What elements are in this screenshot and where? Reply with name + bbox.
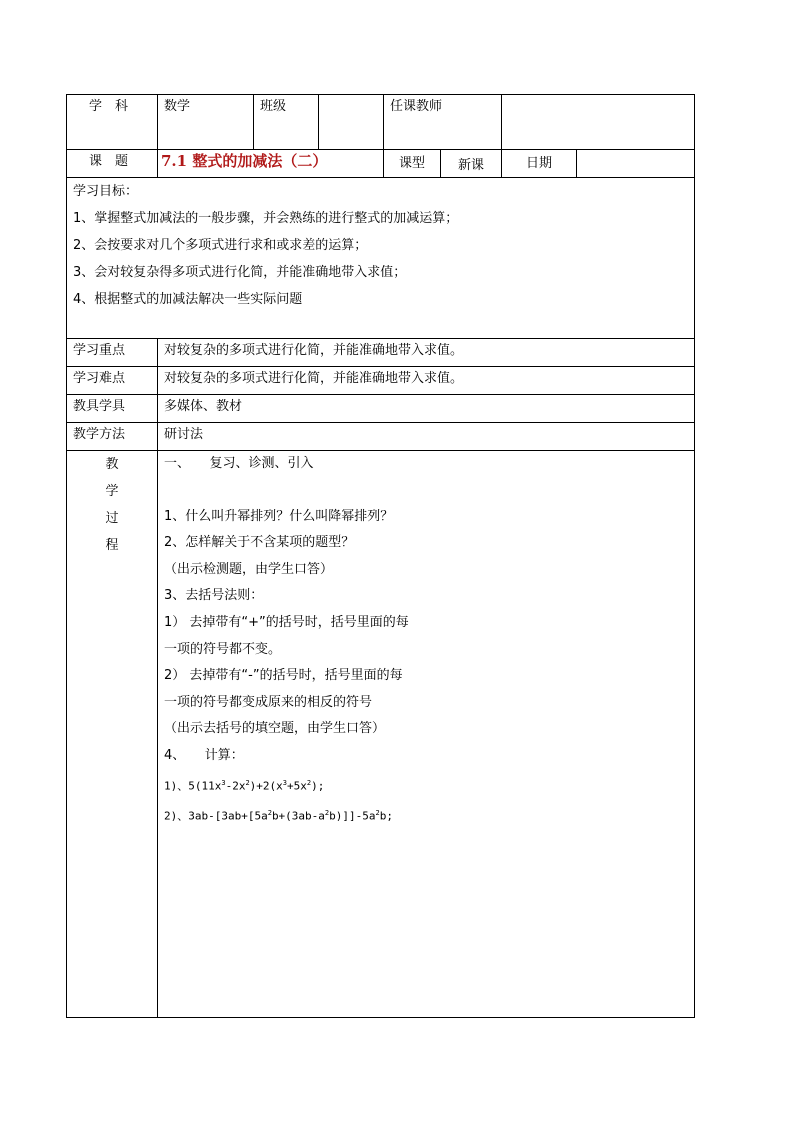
subject-value: 数学 xyxy=(158,95,254,150)
exercise-2: 2)、$3ab-[3ab+[5a^2b+(3ab-a^2b)]]-5a^2b$; xyxy=(164,808,393,823)
method-label: 教学方法 xyxy=(67,423,158,451)
process-label-char: 过 xyxy=(105,511,119,526)
goal-item: 3、会对较复杂得多项式进行化简，并能准确地带入求值； xyxy=(73,265,407,280)
key-point-value: 对较复杂的多项式进行化简，并能准确地带入求值。 xyxy=(158,339,695,367)
class-value xyxy=(319,95,384,150)
process-label-char: 程 xyxy=(105,538,119,553)
difficulty-row xyxy=(67,367,695,395)
goals-heading: 学习目标： xyxy=(73,184,139,199)
process-line: 4、 计算： xyxy=(164,747,244,763)
topic-label: 课 题 xyxy=(67,150,158,178)
teacher-label: 任课教师 xyxy=(384,95,502,150)
teacher-value xyxy=(502,95,695,150)
exercise-1: 1)、$5(11x^3-2x^2)+2(x^3+5x^2)$; xyxy=(164,778,325,793)
class-label: 班级 xyxy=(254,95,319,150)
goal-item: 1、掌握整式加减法的一般步骤，并会熟练的进行整式的加减运算； xyxy=(73,211,459,226)
type-label: 课型 xyxy=(384,150,441,177)
process-line: 1、什么叫升幂排列？什么叫降幂排列？ xyxy=(164,508,394,524)
topic-cell xyxy=(158,150,384,178)
process-body xyxy=(158,451,695,1018)
process-label xyxy=(67,451,158,1018)
goals-row xyxy=(67,178,695,339)
tools-row xyxy=(67,395,695,423)
topic-row xyxy=(67,150,695,178)
process-line: （出示检测题，由学生口答） xyxy=(164,561,334,577)
type-date-cell xyxy=(384,150,502,178)
process-line: 1） 去掉带有“+”的括号时，括号里面的每 xyxy=(164,614,409,630)
difficulty-value: 对较复杂的多项式进行化简，并能准确地带入求值。 xyxy=(158,367,695,395)
type-value: 新课 xyxy=(457,158,484,173)
header-row xyxy=(67,95,695,150)
tools-value: 多媒体、教材 xyxy=(158,395,695,423)
process-line: （出示去括号的填空题，由学生口答） xyxy=(164,721,386,737)
lesson-plan-table xyxy=(66,94,695,1018)
key-point-label: 学习重点 xyxy=(67,339,158,367)
difficulty-label: 学习难点 xyxy=(67,367,158,395)
process-line: 一项的符号都变成原来的相反的符号 xyxy=(164,694,373,710)
date-label: 日期 xyxy=(502,150,577,177)
goals-cell xyxy=(67,178,695,339)
goal-item: 4、根据整式的加减法解决一些实际问题 xyxy=(73,292,303,307)
key-point-row xyxy=(67,339,695,367)
lesson-title: 7.1 整式的加减法（二） xyxy=(161,152,328,170)
process-label-char: 学 xyxy=(105,484,119,499)
subject-label: 学 科 xyxy=(67,95,158,150)
process-line: 2、怎样解关于不含某项的题型？ xyxy=(164,535,355,551)
tools-label: 教具学具 xyxy=(67,395,158,423)
process-line: 2） 去掉带有“-”的括号时，括号里面的每 xyxy=(164,668,403,684)
goal-item: 2、会按要求对几个多项式进行求和或求差的运算； xyxy=(73,238,368,253)
process-row xyxy=(67,451,695,1018)
date-cell xyxy=(502,150,695,178)
method-row xyxy=(67,423,695,451)
method-value: 研讨法 xyxy=(158,423,695,451)
process-section-title: 一、 复习、诊测、引入 xyxy=(164,456,314,471)
process-label-char: 教 xyxy=(105,457,119,472)
process-line: 一项的符号都不变。 xyxy=(164,641,282,657)
process-line: 3、去括号法则： xyxy=(164,588,264,604)
